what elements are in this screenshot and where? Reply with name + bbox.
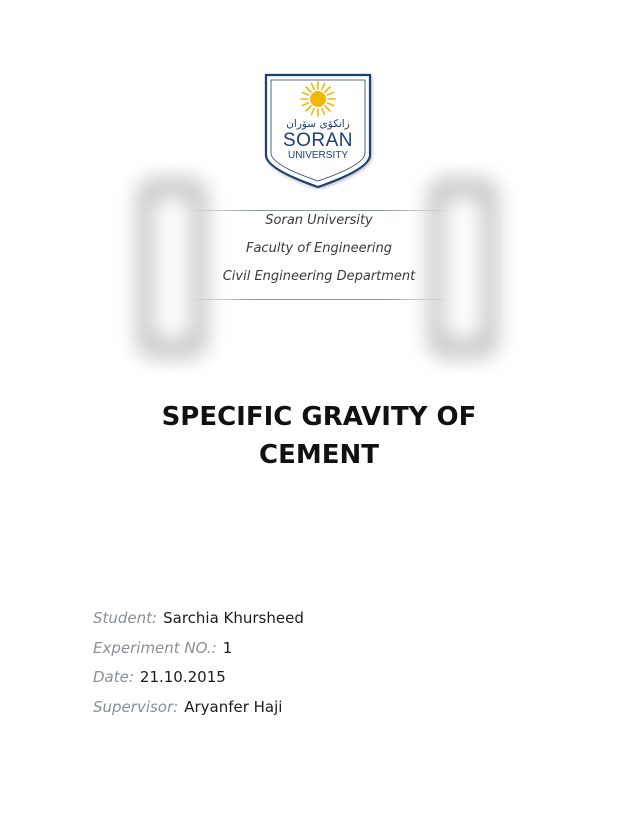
logo-soran-text: SORAN bbox=[282, 130, 354, 151]
report-details bbox=[93, 609, 533, 727]
university-name: Soran University bbox=[265, 213, 373, 228]
soran-university-logo bbox=[262, 73, 374, 189]
sun-icon bbox=[301, 82, 335, 116]
report-title bbox=[60, 398, 578, 474]
student-label: Student: bbox=[93, 609, 158, 627]
logo-arabic-text: زانكۆی سۆران bbox=[286, 118, 350, 130]
institution-header bbox=[188, 210, 450, 300]
report-title-line-1: SPECIFIC GRAVITY OF bbox=[161, 402, 477, 432]
date-label: Date: bbox=[93, 668, 134, 686]
experiment-value: 1 bbox=[222, 638, 233, 657]
logo-university-text: UNIVERSITY bbox=[287, 150, 349, 161]
supervisor-label: Supervisor: bbox=[93, 697, 179, 716]
faculty-name: Faculty of Engineering bbox=[245, 241, 393, 256]
experiment-label: Experiment NO.: bbox=[93, 638, 217, 657]
report-title-line-2: CEMENT bbox=[259, 440, 379, 470]
student-row bbox=[93, 609, 533, 639]
date-value: 21.10.2015 bbox=[139, 668, 226, 686]
header-rule-bottom bbox=[188, 299, 450, 300]
experiment-row bbox=[93, 639, 533, 669]
student-value: Sarchia Khursheed bbox=[163, 609, 304, 627]
header-rule-top bbox=[188, 210, 450, 211]
date-row bbox=[93, 668, 533, 698]
department-name: Civil Engineering Department bbox=[222, 269, 416, 284]
supervisor-row bbox=[93, 698, 533, 728]
supervisor-value: Aryanfer Haji bbox=[184, 697, 283, 716]
